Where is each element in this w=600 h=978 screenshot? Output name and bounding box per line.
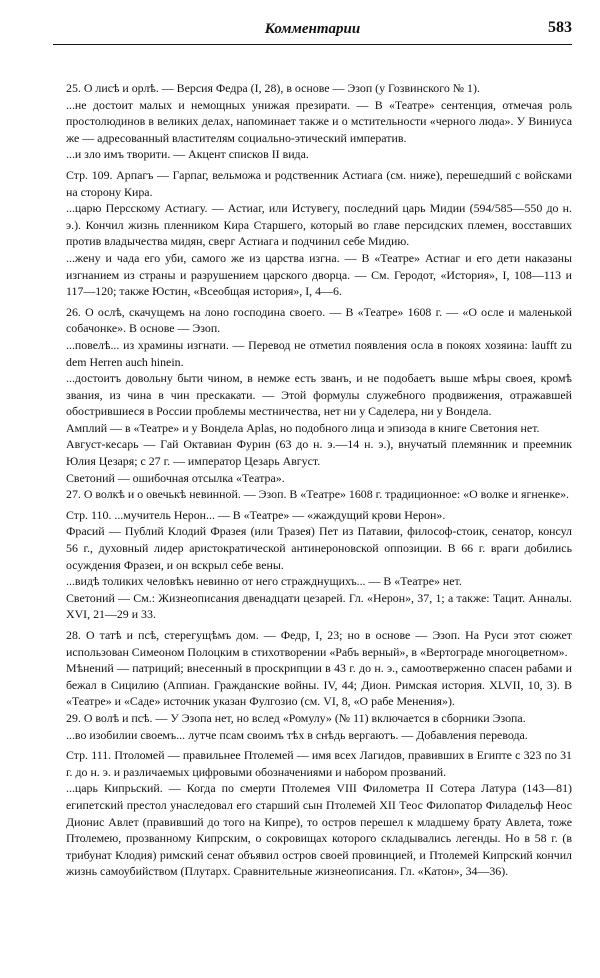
section-title: Комментарии (264, 21, 361, 37)
commentary-paragraph: 25. О лисѣ и орлѣ. — Версия Федра (I, 28), в основе — Эзоп (у Гозвинского № 1). (66, 81, 480, 95)
commentary-paragraph: Фрасий — Публий Клодий Фразея (или Тразея) Пет из Патавии, философ-стоик, сенатор, консул 56 г., духовный лидер аристократической антинероновской оппозиции. В 66 г. враги добились осуждения Фразеи, и он вскрыл себе вены. (66, 524, 572, 572)
page-number: 583 (548, 19, 572, 36)
commentary-paragraph: ...не достоит малых и немощных унижая презирати. — В «Театре» сентенция, отмечая роль простолюдинов в великих делах, напоминает также и о мстительности «черного люда». У Виниуса же — адресованный властителям социально-этический императив. (66, 97, 572, 145)
running-header (53, 18, 572, 45)
commentary-paragraph: ...видѣ толиких человѣкъ невинно от него стражднущихъ... — В «Театре» нет. (66, 574, 462, 589)
commentary-paragraph: 28. О татѣ и псѣ, стерегущѣмъ дом. — Федр, I, 23; но в основе — Эзоп. На Руси этот сюжет использован Симеоном Полоцким в стихотворении «Рабъ верный», в «Вертограде многоцветном». (66, 628, 572, 659)
commentary-paragraph: Светоний — ошибочная отсылка «Театра». (66, 470, 285, 485)
commentary-paragraph: Август-кесарь — Гай Октавиан Фурин (63 до н. э.—14 н. э.), внучатый племянник и преемник Юлия Цезаря; с 27 г. — император Цезарь Август. (66, 437, 572, 469)
commentary-paragraph: 29. О волѣ и псѣ. — У Эзопа нет, но вслед «Ромулу» (№ 11) включается в сборники Эзопа. (66, 710, 526, 725)
commentary-paragraph: ...во изобилии своемъ... лутче псам своимъ тѣх в снѣдь вергаютъ. — Добавления перевода. (66, 727, 528, 742)
commentary-paragraph: Амплий — в «Театре» и у Вондела Aplas, но подобного лица и эпизода в книге Светония нет. (66, 420, 540, 435)
commentary-paragraph: Стр. 111. Птоломей — правильнее Птолемей — имя всех Лагидов, правивших в Египте с 323 по 31 г. до н. э. и различаемых цифровыми обозначениями и набором прозваний. (66, 748, 572, 779)
commentary-paragraph: 27. О волкѣ и о овечькѣ невинной. — Эзоп. В «Театре» 1608 г. традиционное: «О волке и ягненке». (66, 487, 570, 502)
commentary-paragraph: ...жену и чада его уби, самого же из царства изгна. — В «Театре» Астиаг и его дети наказаны изгнанием из страны и разрушением царского дворца. — См. Геродот, «История», I, 108—113 и 117—120; также Юстин, «Всеобщая история», I, 4—6. (66, 250, 572, 299)
commentary-paragraph: Мѣнений — патриций; внесенный в проскрипции в 43 г. до н. э., самоотверженно спасен рабами и бежал в Сицилию (Аппиан. Гражданские войны. IV, 44; Дион. Римская история. XLVII, 10, 3). В «Театре» и «Саде» источник указан Фулгозио (см. VI, 8, «О рабе Менения»). (66, 661, 572, 709)
commentary-paragraph: ...повелѣ... из храмины изгнати. — Перевод не отметил появления осла в покоях хозяина: laufft zu dem Herren auch hinein. (66, 337, 572, 369)
commentary-paragraph: ...и зло имъ творити. — Акцент списков II вида. (66, 147, 309, 162)
commentary-paragraph: Стр. 109. Арпагъ — Гарпаг, вельможа и родственник Астиага (см. ниже), перешедший с войсками на сторону Кира. (66, 167, 572, 199)
commentary-paragraph: 26. О ослѣ, скачущемъ на лоно господина своего. — В «Театре» 1608 г. — «О осле и маленькой собачонке». В основе — Эзоп. (66, 304, 572, 336)
commentary-paragraph: ...царю Персскому Астиагу. — Астиаг, или Истувегу, последний царь Мидии (594/585—550 до н. э.). Кончил жизнь пленником Кира Старшего, который во главе персидских племен, восставших против владычества мидян, сверг Астиага и подчинил себе Мидию. (66, 201, 572, 249)
commentary-paragraph: Стр. 110. ...мучитель Нерон... — В «Театре» — «жаждущий крови Нерон». (66, 507, 446, 522)
commentary-paragraph: ...достоитъ довольну быти чином, в немже есть званъ, и не подобаетъ выше мѣры своея, кромѣ звания, из чина в чин прескакати. — Этой формулы служебного продвижения, отражавшей обострившиеся в России проблемы местничества, нет ни у Саделера, ни у Вондела. (66, 371, 572, 419)
commentary-body (66, 76, 572, 880)
commentary-paragraph: ...царь Кипрьский. — Когда по смерти Птолемея VIII Филометра II Сотера Латура (143—81) египетский престол унаследовал его старший сын Птолемей XII Теос Филопатор Филадельф Неос Дионис Авлет (правивший до того на Кипре), то остров перешел к младшему брату Авлета, тоже Птолемею, прозванному Кипрским, о сокровищах которого складывались легенды. Но в 58 г. (в трибунат Клодия) римский сенат объявил остров своей провинцией, и Птолемей Кипрский кончил жизнь самоубийством (Плутарх. Сравнительные жизнеописания. Гл. «Катон», 34—36). (66, 781, 572, 879)
commentary-paragraph: Светоний — См.: Жизнеописания двенадцати цезарей. Гл. «Нерон», 37, 1; а также: Тацит. Анналы. XVI, 21—29 и 33. (66, 590, 572, 622)
